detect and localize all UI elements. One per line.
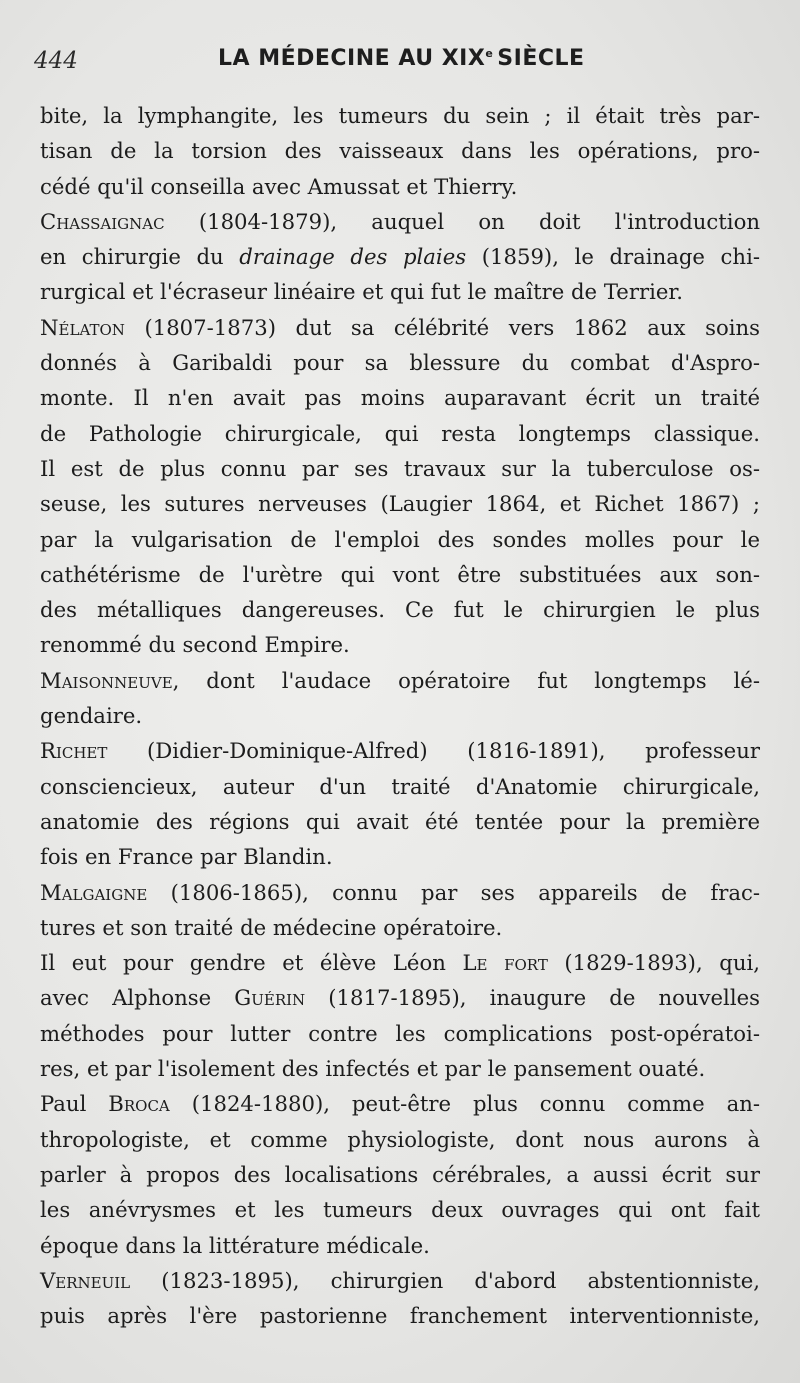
paragraph-lefort [40, 945, 760, 980]
paragraph-chassaignac [40, 204, 760, 239]
text-line: des métalliques dangereuses. Ce fut le chirurgien le plus [40, 597, 760, 623]
text-line: renommé du second Empire. [40, 632, 350, 658]
text-line: par la vulgarisation de l'emploi des sondes molles pour le [40, 526, 760, 552]
text-line: les anévrysmes et les tumeurs deux ouvrages qui ont fait [40, 1197, 760, 1223]
surgeon-name: Nélaton [40, 314, 125, 340]
text-line: thropologiste, et comme physiologiste, dont nous aurons à [40, 1126, 760, 1152]
text-run: (Didier-Dominique-Alfred) (1816-1891), professeur [107, 738, 760, 764]
surgeon-name: Broca [108, 1091, 170, 1117]
text-line: res, et par l'isolement des infectés et par le pansement ouaté. [40, 1056, 706, 1082]
text-run: (1823-1895), chirurgien d'abord abstentionniste, [130, 1267, 760, 1293]
text-line: tisan de la torsion des vaisseaux dans les opérations, pro- [40, 138, 760, 164]
text-line: Il est de plus connu par ses travaux sur la tuberculose os- [40, 455, 760, 481]
text-line: méthodes pour lutter contre les complications post-opératoi- [40, 1020, 760, 1046]
paragraph-verneuil [40, 1263, 760, 1298]
text-line: époque dans la littérature médicale. [40, 1232, 430, 1258]
text-run: en chirurgie du [40, 244, 240, 270]
text-line: parler à propos des localisations cérébrales, a aussi écrit sur [40, 1161, 760, 1187]
text-line: consciencieux, auteur d'un traité d'Anatomie chirurgicale, [40, 773, 760, 799]
text-line: cathétérisme de l'urètre qui vont être substituées aux son- [40, 561, 760, 587]
surgeon-name: Le fort [462, 950, 548, 976]
running-head [218, 46, 585, 71]
text-line: tures et son traité de médecine opératoire. [40, 914, 503, 940]
paragraph-broca [40, 1086, 760, 1121]
text-line: anatomie des régions qui avait été tentée pour la première [40, 808, 760, 834]
paragraph-richet [40, 733, 760, 768]
running-head-title: LA MÉDECINE AU XIX [218, 46, 486, 71]
running-head-superscript: e [485, 46, 494, 60]
paragraph-malgaigne [40, 875, 760, 910]
text-line: gendaire. [40, 703, 143, 729]
running-head-siecle: SIÈCLE [497, 46, 585, 71]
text-line: puis après l'ère pastorienne franchement interventionniste, [40, 1303, 760, 1329]
text-line: monte. Il n'en avait pas moins auparavant écrit un traité [40, 385, 760, 411]
text-run: (1829-1893), qui, [547, 950, 760, 976]
text-line: fois en France par Blandin. [40, 844, 333, 870]
text-run: (1817-1895), inaugure de nouvelles [305, 985, 761, 1011]
text-run: (1859), le drainage chi- [466, 244, 761, 270]
surgeon-name: Verneuil [40, 1267, 131, 1293]
text-run: Paul [40, 1091, 109, 1117]
surgeon-name: Maisonneuve [40, 667, 173, 693]
text-line: donnés à Garibaldi pour sa blessure du combat d'Aspro- [40, 350, 760, 376]
paragraph-nelaton [40, 310, 760, 345]
text-run: (1807-1873) dut sa célébrité vers 1862 aux soins [124, 314, 760, 340]
surgeon-name: Richet [40, 738, 108, 764]
text-line: seuse, les sutures nerveuses (Laugier 1864, et Richet 1867) ; [40, 491, 760, 517]
text-run: Il eut pour gendre et élève Léon [40, 950, 463, 976]
surgeon-name: Guérin [234, 985, 306, 1011]
text-run: , dont l'audace opératoire fut longtemps lé- [172, 667, 760, 693]
text-line [40, 239, 760, 274]
text-run: (1824-1880), peut-être plus connu comme an- [169, 1091, 760, 1117]
text-line: cédé qu'il conseilla avec Amussat et Thierry. [40, 173, 518, 199]
text-run: (1804-1879), auquel on doit l'introduction [164, 208, 760, 234]
text-line: de Pathologie chirurgicale, qui resta longtemps classique. [40, 420, 760, 446]
paragraph-maisonneuve [40, 663, 760, 698]
text-run: avec Alphonse [40, 985, 235, 1011]
text-line [40, 980, 760, 1015]
text-line: bite, la lymphangite, les tumeurs du sein ; il était très par- [40, 103, 760, 128]
surgeon-name: Chassaignac [40, 208, 165, 234]
surgeon-name: Malgaigne [40, 879, 148, 905]
body-text [40, 98, 760, 1333]
italic-title: drainage des plaies [239, 244, 467, 270]
page-number: 444 [34, 48, 78, 74]
text-run: (1806-1865), connu par ses appareils de frac- [147, 879, 760, 905]
text-line: rurgical et l'écraseur linéaire et qui fut le maître de Terrier. [40, 279, 683, 305]
page-header [0, 42, 800, 82]
